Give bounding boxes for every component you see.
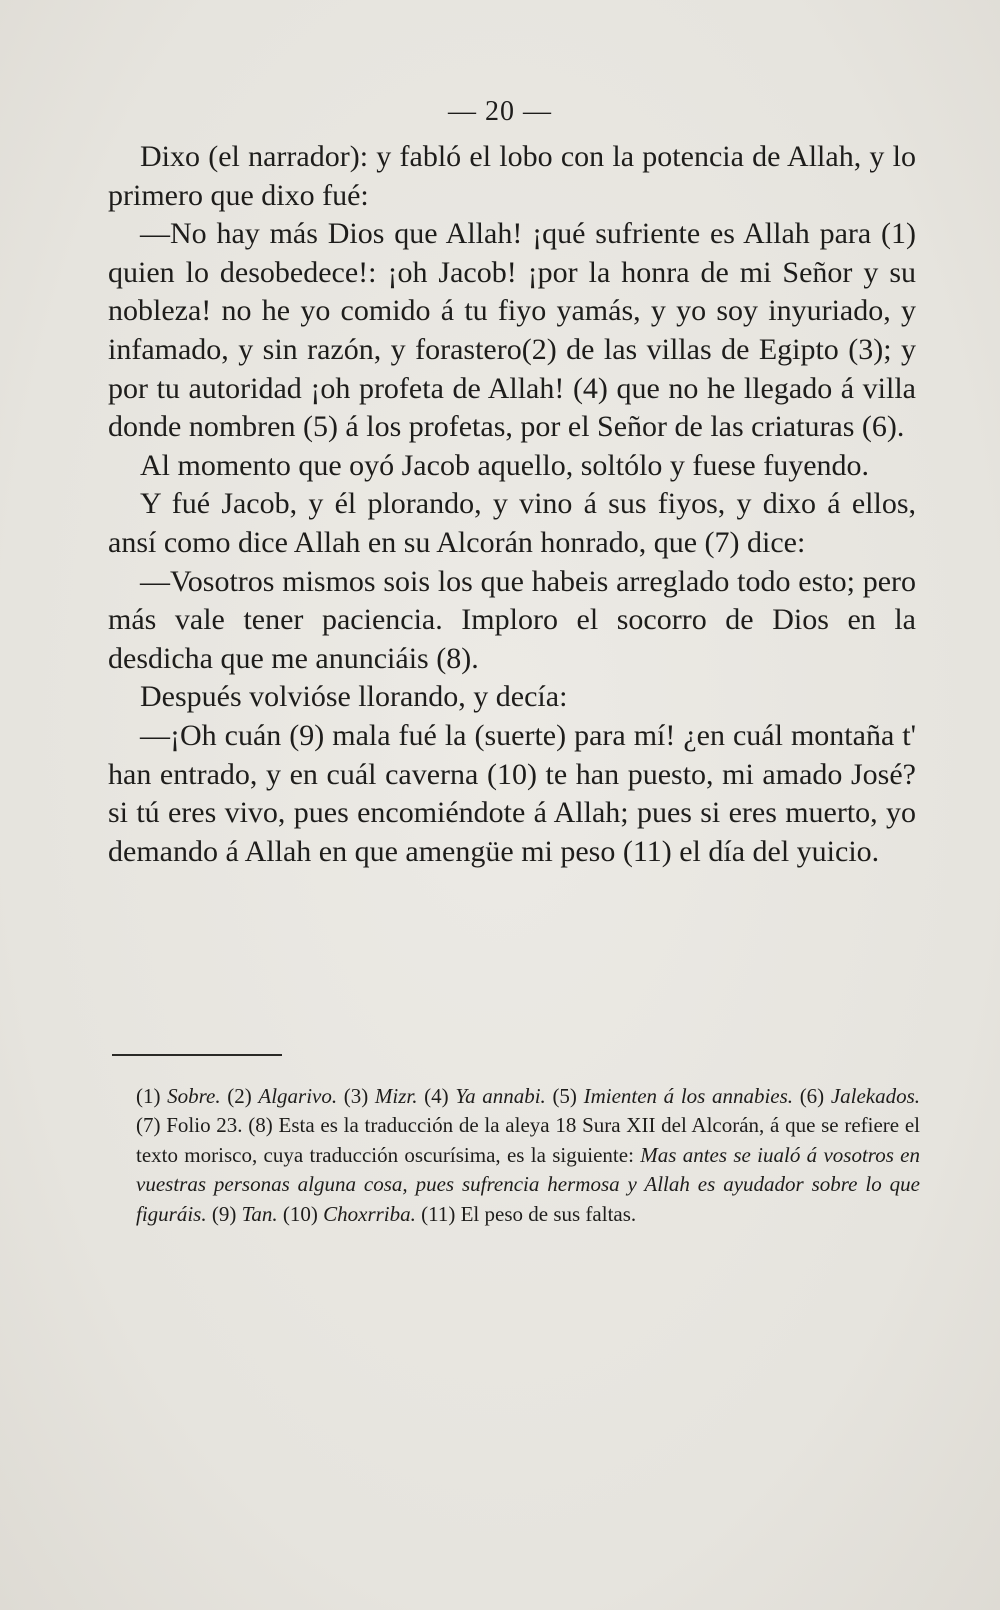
paragraph-wolf-speech: —No hay más Dios que Allah! ¡qué sufriente es Allah para (1) quien lo desobedece!: ¡oh Jacob! ¡por la honra de mi Señor y su nobleza! no he yo comido á tu fiyo yamás, y yo soy inyuriado, y infamado, y sin razón, y forastero(2) de las villas de Egipto (3); y por tu autoridad ¡oh profeta de Allah! (4) que no he llegado á villa donde nombren (5) á los profetas, por el Señor de las criaturas (6). bbox=[108, 217, 916, 444]
footnote-8-quote: Mas antes se iualó á vosotros en vuestras personas alguna cosa, pues sufrencia hermosa y Allah es ayudador sobre lo que figuráis. bbox=[136, 1142, 920, 1226]
paragraph-jacob-weeping: Y fué Jacob, y él plorando, y vino á sus fiyos, y dixo á ellos, ansí como dice Allah en su Alcorán honrado, que (7) dice: bbox=[108, 487, 916, 559]
paragraph-lament: —¡Oh cuán (9) mala fué la (suerte) para mí! ¿en cuál montaña t' han entrado, y en cuál caverna (10) te han puesto, mi amado José? si tú eres vivo, pues encomiéndote á Allah; pues si eres muerto, yo demando á Allah en que amengüe mi peso (11) el día del yuicio. bbox=[108, 718, 916, 868]
footnote-9-number: (9) bbox=[211, 1201, 237, 1226]
footnote-8-text: (8) Esta es la traducción de la aleya 18 Sura XII del Alcorán, á que se refiere el texto morisco, cuya traducción oscurísima, es la siguiente: bbox=[136, 1113, 921, 1167]
page-number: — 20 — bbox=[448, 96, 552, 127]
footnote-1-number: (1) bbox=[136, 1084, 161, 1108]
footnote-9-text: Tan. bbox=[241, 1201, 278, 1226]
main-text bbox=[108, 138, 916, 871]
footnote-3-number: (3) bbox=[343, 1084, 369, 1108]
footnote-6-text: Jalekados. bbox=[830, 1084, 921, 1108]
footnote-6-number: (6) bbox=[799, 1084, 825, 1108]
footnote-4-number: (4) bbox=[424, 1084, 449, 1108]
footnote-11: (11) El peso de sus faltas. bbox=[421, 1201, 637, 1226]
footnote-10-text: Choxrriba. bbox=[323, 1201, 416, 1226]
footnote-block bbox=[136, 1082, 920, 1229]
footnote-3-text: Mizr. bbox=[374, 1084, 418, 1108]
footnote-7: (7) Folio 23. bbox=[136, 1113, 243, 1138]
paragraph-narrator: Dixo (el narrador): y fabló el lobo con la potencia de Allah, y lo primero que dixo fué: bbox=[108, 140, 916, 212]
paragraph-quran-quote: —Vosotros mismos sois los que habeis arreglado todo esto; pero más vale tener paciencia. Imploro el socorro de Dios en la desdicha que me anunciáis (8). bbox=[108, 564, 916, 675]
footnote-5-number: (5) bbox=[552, 1084, 577, 1108]
footnote-10-number: (10) bbox=[282, 1201, 318, 1226]
footnote-2-number: (2) bbox=[227, 1084, 252, 1108]
footnotes bbox=[136, 1082, 920, 1229]
footnote-divider bbox=[112, 1054, 282, 1056]
footnote-5-text: Imienten á los annabies. bbox=[583, 1084, 794, 1108]
footnote-1-text: Sobre. bbox=[167, 1084, 221, 1108]
paragraph-jacob-releases: Al momento que oyó Jacob aquello, soltólo y fuese fuyendo. bbox=[140, 448, 870, 482]
footnote-2-text: Algarivo. bbox=[258, 1084, 338, 1108]
footnote-4-text: Ya annabi. bbox=[455, 1084, 546, 1108]
paragraph-he-returned: Después volvióse llorando, y decía: bbox=[140, 680, 568, 714]
